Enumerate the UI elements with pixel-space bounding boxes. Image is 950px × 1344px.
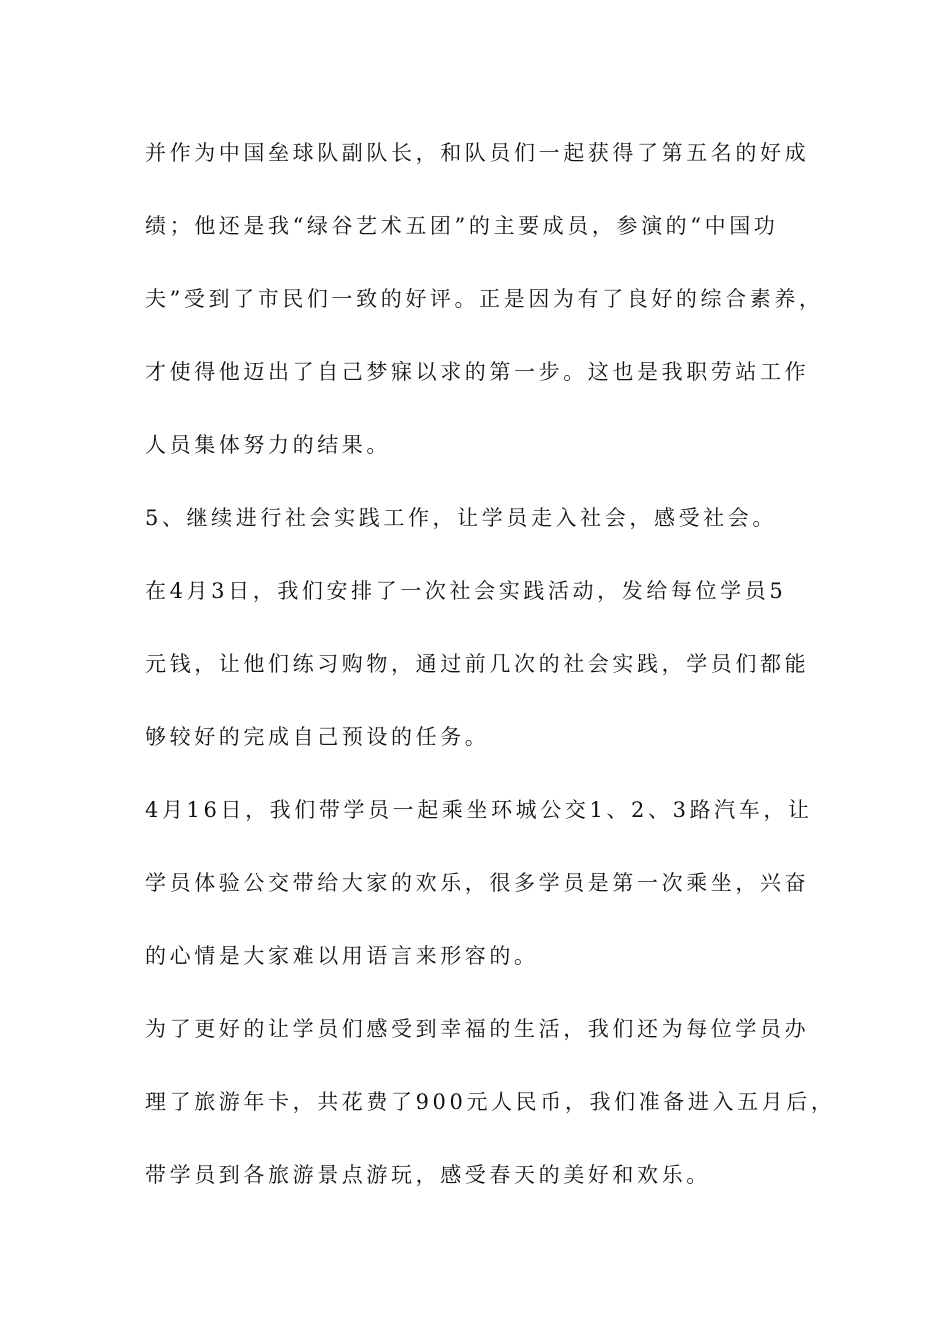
text-line: 带学员到各旅游景点游玩，感受春天的美好和欢乐。 <box>145 1163 711 1187</box>
text-line: 绩；他还是我“绿谷艺术五团”的主要成员，参演的“中国功 <box>145 214 779 238</box>
text-line: 学员体验公交带给大家的欢乐，很多学员是第一次乘坐，兴奋 <box>145 871 810 895</box>
text-line: 并作为中国垒球队副队长，和队员们一起获得了第五名的好成 <box>145 141 810 165</box>
text-line: 的心情是大家难以用语言来形容的。 <box>145 944 539 968</box>
text-line: 才使得他迈出了自己梦寐以求的第一步。这也是我职劳站工作 <box>145 360 810 384</box>
text-line: 在4月3日，我们安排了一次社会实践活动，发给每位学员5 <box>145 579 787 603</box>
document-body <box>145 128 836 1223</box>
text-line: 人员集体努力的结果。 <box>145 433 391 457</box>
text-line: 理了旅游年卡，共花费了900元人民币，我们准备进入五月后， <box>145 1090 836 1114</box>
text-line: 为了更好的让学员们感受到幸福的生活，我们还为每位学员办 <box>145 1017 810 1041</box>
text-line: 4月16日，我们带学员一起乘坐环城公交1、2、3路汽车，让 <box>145 798 813 822</box>
text-line: 夫”受到了市民们一致的好评。正是因为有了良好的综合素养， <box>145 287 824 311</box>
text-line: 元钱，让他们练习购物，通过前几次的社会实践，学员们都能 <box>145 652 810 676</box>
text-line: 够较好的完成自己预设的任务。 <box>145 725 490 749</box>
text-line: 5、继续进行社会实践工作，让学员走入社会，感受社会。 <box>145 506 777 530</box>
